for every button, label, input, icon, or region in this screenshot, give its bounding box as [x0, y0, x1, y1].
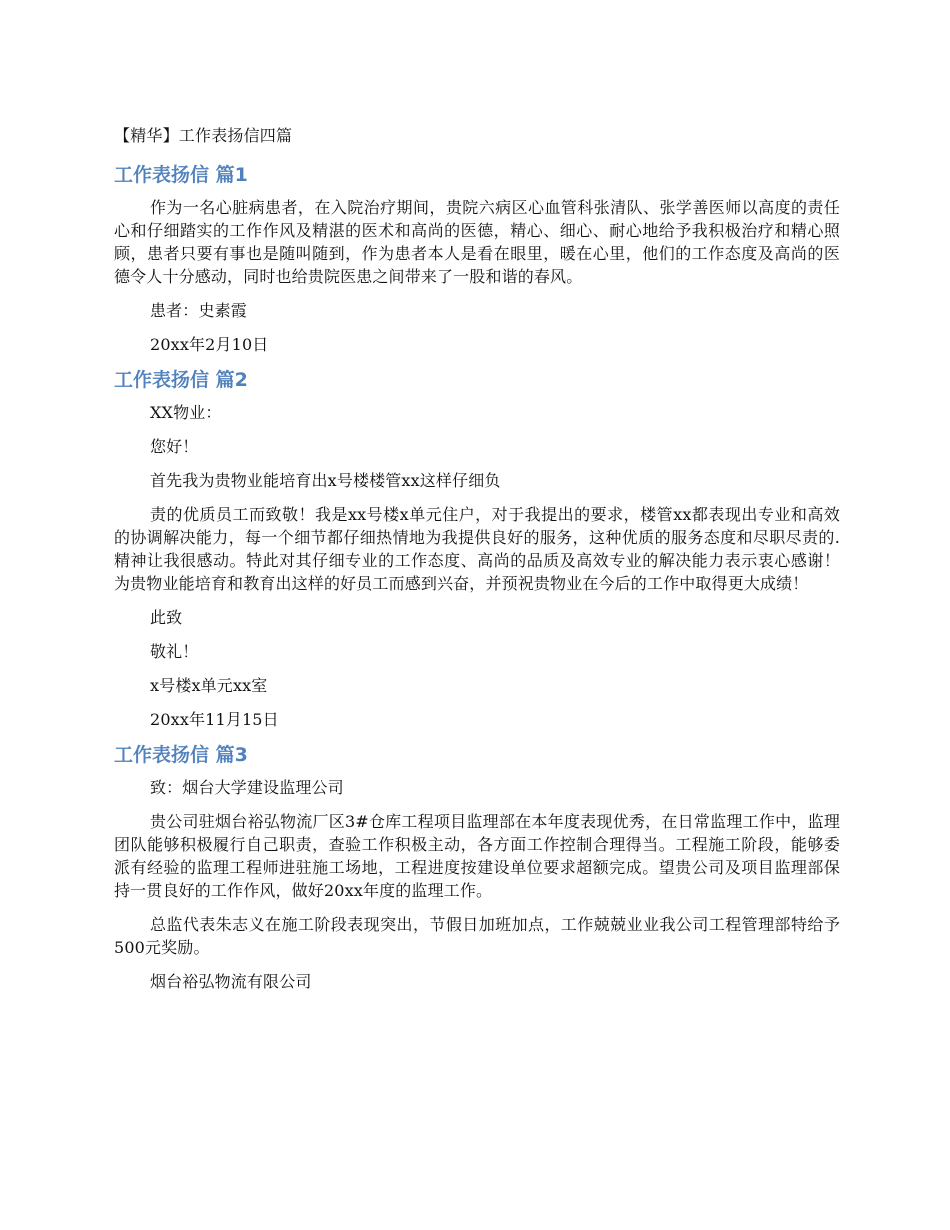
paragraph: 贵公司驻烟台裕弘物流厂区3#仓库工程项目监理部在本年度表现优秀，在日常监理工作中，监理团队能够积极履行自己职责，查验工作积极主动，各方面工作控制合理得当。工程施工阶段，能够委派有经验的监理工程师进驻施工场地，工程进度按建设单位要求超额完成。望贵公司及项目监理部保持一贯良好的工作作风，做好20xx年度的监理工作。 [114, 812, 840, 900]
letter-section-3 [114, 742, 840, 993]
signature-line: 烟台裕弘物流有限公司 [150, 972, 312, 991]
greeting: 您好！ [150, 437, 199, 456]
signature-line: x号楼x单元xx室 [150, 676, 268, 695]
paragraph: 总监代表朱志义在施工阶段表现突出，节假日加班加点，工作兢兢业业我公司工程管理部特给予500元奖励。 [114, 915, 840, 957]
letter-section-2 [114, 367, 840, 731]
document-title: 【精华】工作表扬信四篇 [114, 126, 293, 145]
date-line: 20xx年11月15日 [150, 710, 279, 729]
letter-section-1 [114, 162, 840, 356]
closing-line: 敬礼！ [150, 642, 199, 661]
paragraph: 责的优质员工而致敬！我是xx号楼x单元住户，对于我提出的要求，楼管xx都表现出专业和高效的协调解决能力，每一个细节都仔细热情地为我提供良好的服务，这种优质的服务态度和尽职尽责的.精神让我很感动。特此对其仔细专业的工作态度、高尚的品质及高效专业的解决能力表示衷心感谢！为贵物业能培育和教育出这样的好员工而感到兴奋，并预祝贵物业在今后的工作中取得更大成绩！ [114, 505, 840, 593]
document-page [114, 124, 840, 1004]
salutation: 致：烟台大学建设监理公司 [150, 778, 344, 797]
date-line: 20xx年2月10日 [150, 335, 269, 354]
section-heading: 工作表扬信 篇2 [114, 369, 248, 391]
section-heading: 工作表扬信 篇1 [114, 164, 248, 186]
salutation: XX物业： [150, 403, 222, 422]
paragraph: 作为一名心脏病患者，在入院治疗期间，贵院六病区心血管科张清队、张学善医师以高度的责任心和仔细踏实的工作作风及精湛的医术和高尚的医德，精心、细心、耐心地给予我积极治疗和精心照顾，患者只要有事也是随叫随到，作为患者本人是看在眼里，暖在心里，他们的工作态度及高尚的医德令人十分感动，同时也给贵院医患之间带来了一股和谐的春风。 [114, 198, 840, 286]
signature-line: 患者：史素霞 [150, 301, 247, 320]
closing-line: 此致 [150, 608, 183, 627]
paragraph: 首先我为贵物业能培育出x号楼楼管xx这样仔细负 [150, 471, 501, 490]
section-heading: 工作表扬信 篇3 [114, 744, 248, 766]
